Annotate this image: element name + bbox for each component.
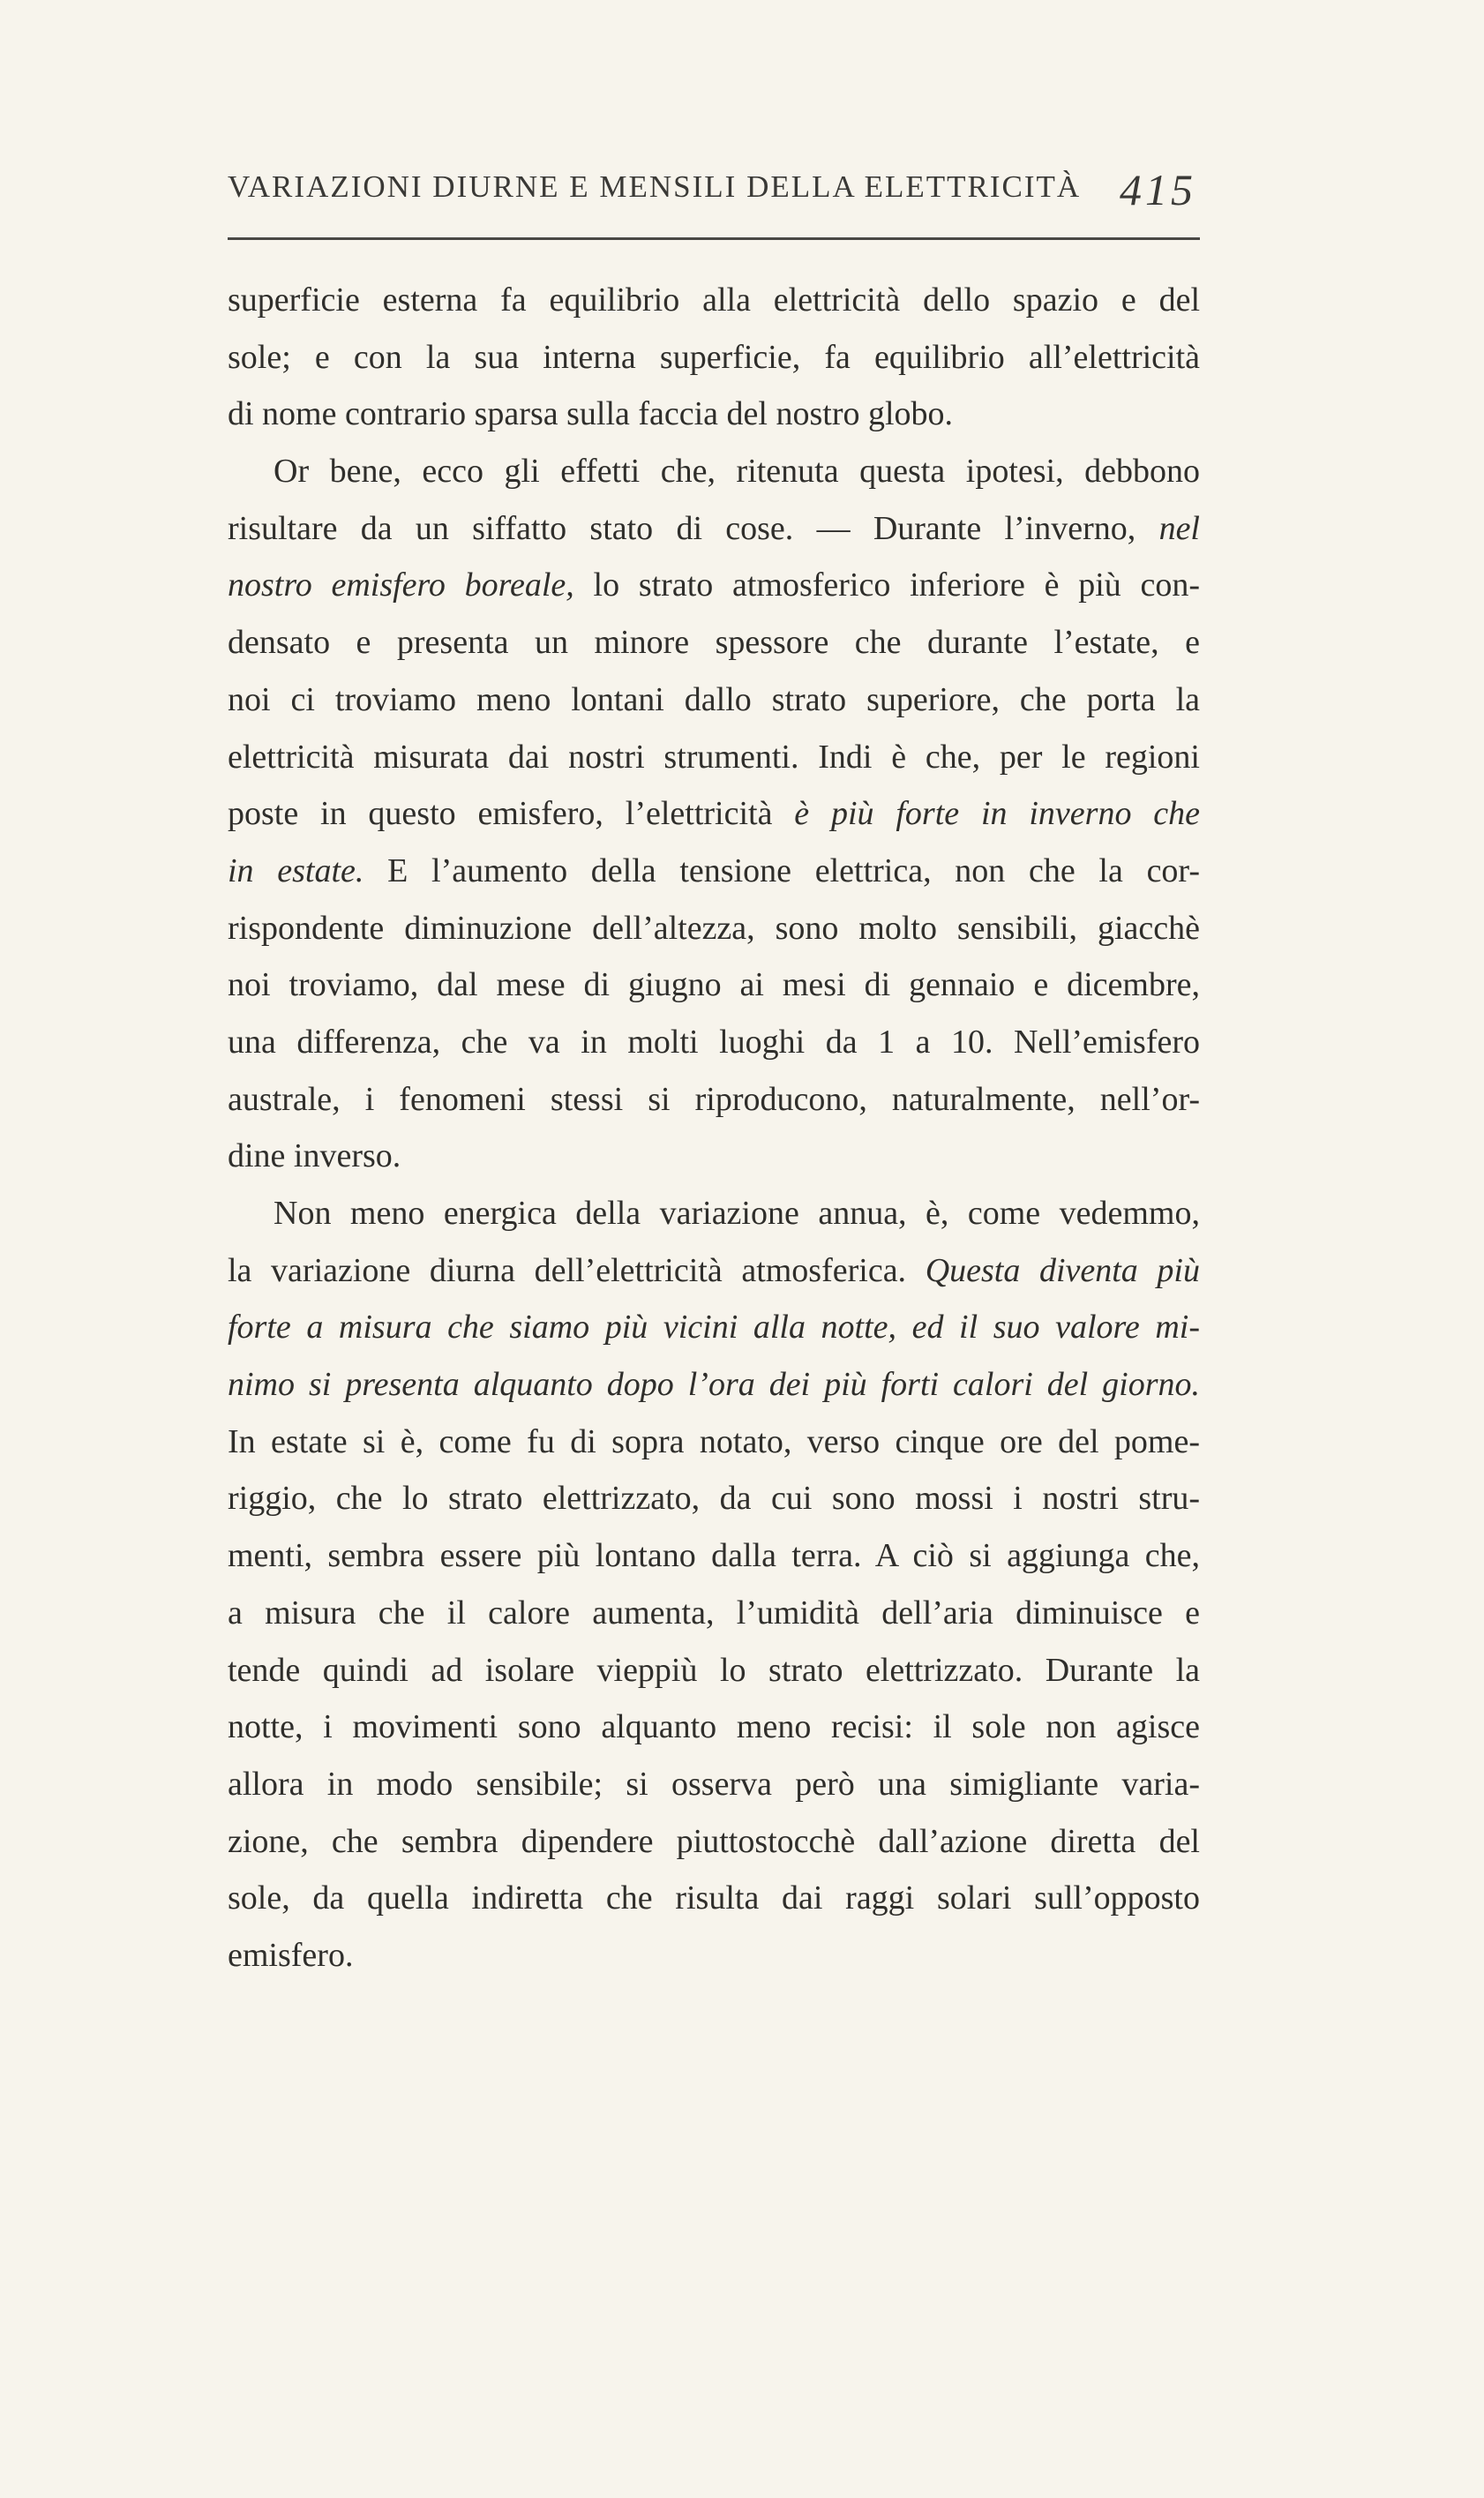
- page-number: 415: [1120, 165, 1196, 214]
- text-segment: sole, da quella indiretta che risulta dai raggi solari sull’opposto: [228, 1879, 1200, 1917]
- text-line: [228, 1642, 1200, 1699]
- text-segment: a misura che il calore aumenta, l’umidità dell’aria diminuisce e: [228, 1594, 1200, 1632]
- text-line: [228, 1870, 1200, 1927]
- text-segment: emisfero.: [228, 1936, 354, 1974]
- text-line: [228, 443, 1200, 500]
- italic-text: è più forte in inverno che: [794, 795, 1201, 833]
- text-segment: E l’aumento della tensione elettrica, non che la cor-: [364, 851, 1200, 889]
- text-segment: dine inverso.: [228, 1137, 401, 1175]
- text-line: [228, 785, 1200, 843]
- italic-text: nostro emisfero boreale,: [228, 566, 574, 604]
- text-line: [228, 1527, 1200, 1585]
- text-segment: sole; e con la sua interna superficie, fa equilibrio all’elettricità: [228, 338, 1200, 376]
- italic-text: in estate.: [228, 851, 364, 889]
- text-segment: poste in questo emisfero, l’elettricità: [228, 795, 795, 833]
- text-segment: In estate si è, come fu di sopra notato, verso cinque ore del pome-: [228, 1422, 1200, 1460]
- text-line: [228, 1128, 1200, 1185]
- text-line: [228, 1813, 1200, 1871]
- text-line: [228, 272, 1200, 329]
- text-segment: lo strato atmosferico inferiore è più con-: [573, 566, 1200, 604]
- text-segment: australe, i fenomeni stessi si riproducono, naturalmente, nell’or-: [228, 1080, 1200, 1118]
- text-segment: una differenza, che va in molti luoghi da 1 a 10. Nell’emisfero: [228, 1023, 1200, 1061]
- text-segment: densato e presenta un minore spessore che durante l’estate, e: [228, 624, 1200, 662]
- text-line: [228, 1585, 1200, 1642]
- text-segment: notte, i movimenti sono alquanto meno recisi: il sole non agisce: [228, 1708, 1200, 1746]
- text-segment: menti, sembra essere più lontano dalla terra. A ciò si aggiunga che,: [228, 1537, 1200, 1575]
- italic-text: forte a misura che siamo più vicini alla notte, ed il suo valore mi-: [228, 1309, 1200, 1347]
- text-segment: tende quindi ad isolare vieppiù lo strato elettrizzato. Durante la: [228, 1651, 1200, 1689]
- body-text: [228, 272, 1200, 1984]
- text-line: [228, 1699, 1200, 1756]
- text-line: [228, 729, 1200, 786]
- text-line: [228, 1927, 1200, 1984]
- running-title: VARIAZIONI DIURNE E MENSILI DELLA ELETTRICITÀ: [228, 169, 1082, 204]
- text-segment: di nome contrario sparsa sulla faccia del nostro globo.: [228, 395, 954, 433]
- text-segment: riggio, che lo strato elettrizzato, da cui sono mossi i nostri stru-: [228, 1480, 1200, 1518]
- text-segment: Non meno energica della variazione annua, è, come vedemmo,: [274, 1195, 1200, 1232]
- text-line: [228, 1299, 1200, 1356]
- text-line: [228, 1071, 1200, 1129]
- text-line: [228, 900, 1200, 957]
- header-rule: [228, 237, 1200, 240]
- text-line: [228, 557, 1200, 614]
- text-line: [228, 1242, 1200, 1300]
- text-segment: allora in modo sensibile; si osserva però una simigliante varia-: [228, 1765, 1200, 1803]
- text-line: [228, 500, 1200, 558]
- text-line: [228, 1414, 1200, 1471]
- text-line: [228, 956, 1200, 1014]
- text-segment: elettricità misurata dai nostri strumenti. Indi è che, per le regioni: [228, 738, 1200, 776]
- text-line: [228, 386, 1200, 443]
- italic-text: nel: [1158, 509, 1200, 547]
- text-segment: rispondente diminuzione dell’altezza, sono molto sensibili, giacchè: [228, 909, 1200, 947]
- text-line: [228, 671, 1200, 729]
- text-line: [228, 1756, 1200, 1813]
- text-segment: Or bene, ecco gli effetti che, ritenuta questa ipotesi, debbono: [274, 453, 1200, 491]
- italic-text: nimo si presenta alquanto dopo l’ora dei più forti calori del giorno.: [228, 1366, 1200, 1404]
- text-line: [228, 1185, 1200, 1242]
- text-segment: zione, che sembra dipendere piuttostocchè dall’azione diretta del: [228, 1822, 1200, 1860]
- text-line: [228, 1014, 1200, 1071]
- text-line: [228, 1470, 1200, 1527]
- text-segment: superficie esterna fa equilibrio alla elettricità dello spazio e del: [228, 281, 1200, 319]
- text-segment: noi troviamo, dal mese di giugno ai mesi di gennaio e dicembre,: [228, 966, 1200, 1004]
- text-line: [228, 614, 1200, 671]
- text-segment: noi ci troviamo meno lontani dallo strato superiore, che porta la: [228, 680, 1200, 718]
- text-line: [228, 1356, 1200, 1414]
- running-head: [228, 164, 1200, 217]
- text-line: [228, 843, 1200, 900]
- text-line: [228, 329, 1200, 386]
- text-segment: la variazione diurna dell’elettricità atmosferica.: [228, 1251, 926, 1289]
- text-segment: risultare da un siffatto stato di cose. — Durante l’inverno,: [228, 509, 1159, 547]
- italic-text: Questa diventa più: [925, 1251, 1200, 1289]
